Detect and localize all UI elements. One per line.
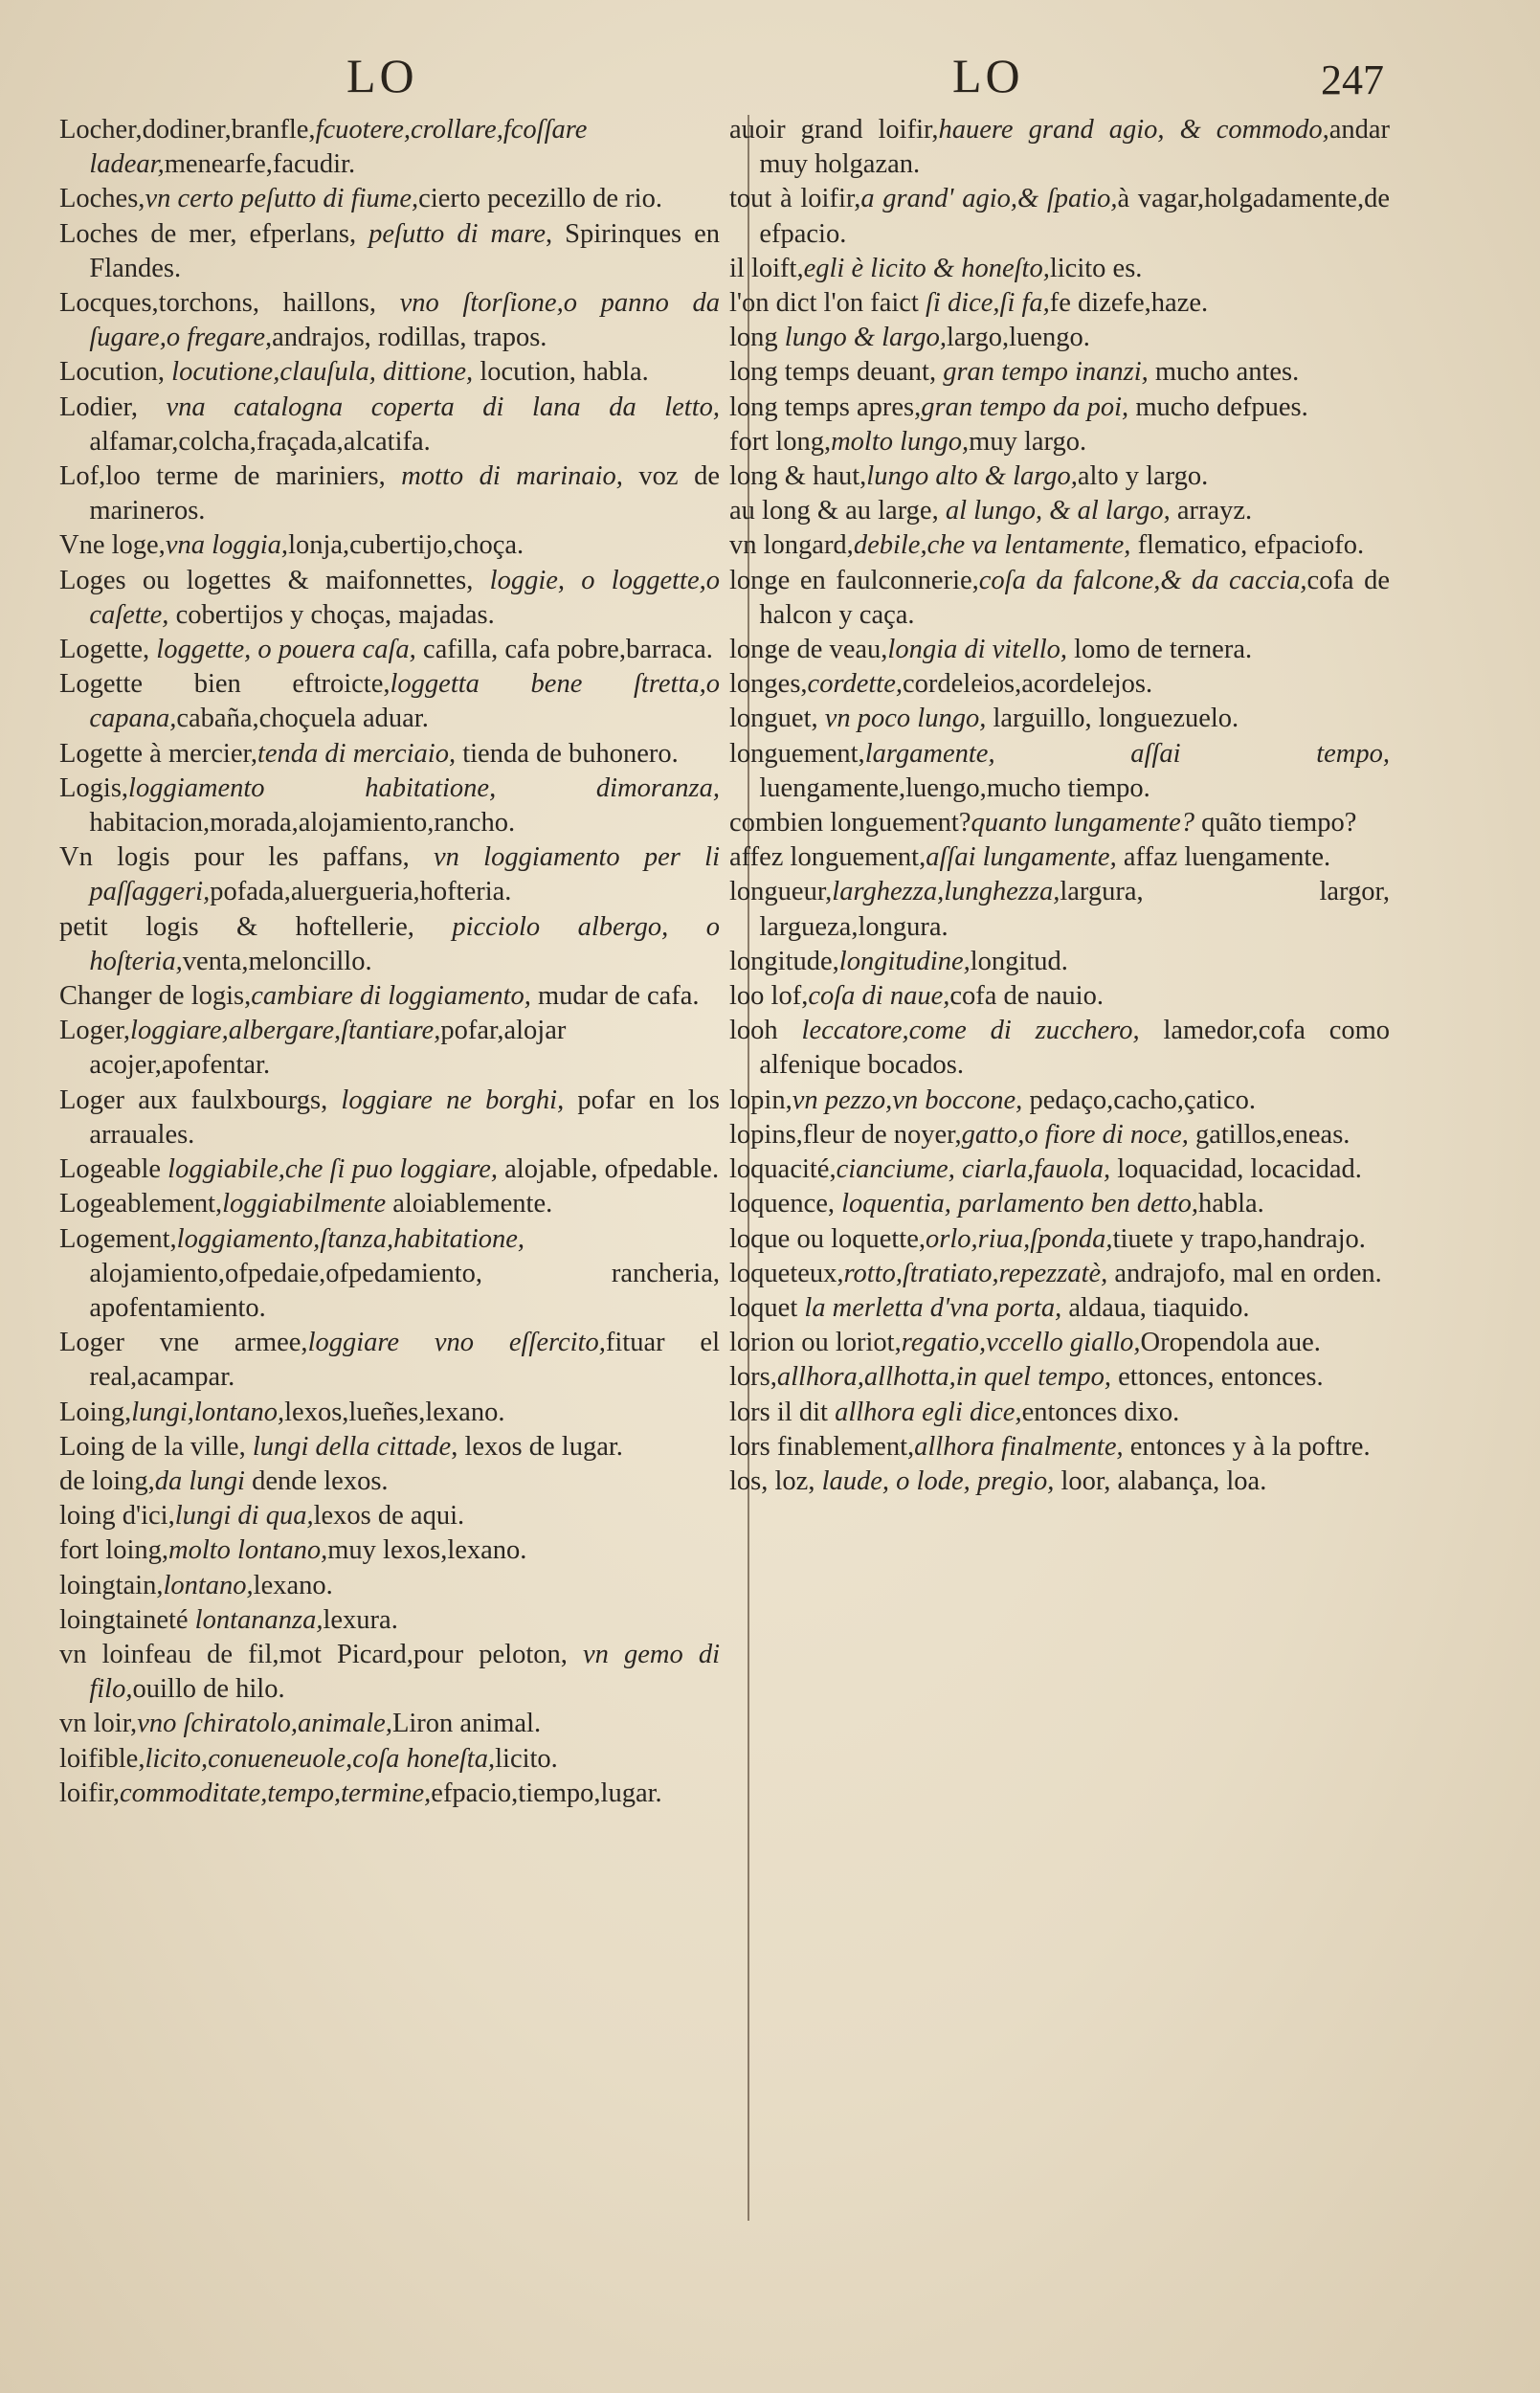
entry-french-term: loquence, bbox=[729, 1189, 842, 1219]
entry-spanish-gloss: fituar el real,acampar. bbox=[89, 1328, 720, 1393]
entry-italian-gloss: vn gemo di filo, bbox=[89, 1639, 720, 1705]
entry-french-term: Logement, bbox=[59, 1223, 177, 1254]
entry-italian-gloss: molto lontano, bbox=[168, 1535, 328, 1566]
entry-spanish-gloss: cobertijos y choças, majadas. bbox=[168, 599, 495, 630]
entry-italian-gloss: coſa da falcone,& da caccia, bbox=[978, 565, 1307, 595]
dictionary-entry bbox=[59, 840, 720, 909]
right-column bbox=[729, 113, 1390, 1499]
dictionary-entry bbox=[59, 1742, 720, 1777]
entry-italian-gloss: motto di marinaio, bbox=[401, 461, 623, 492]
entry-italian-gloss: lungi della cittade bbox=[252, 1431, 452, 1462]
entry-spanish-gloss: andrajofo, mal en orden. bbox=[1107, 1258, 1382, 1288]
dictionary-entry bbox=[729, 875, 1390, 944]
entry-french-term: Locher,dodiner,branfle, bbox=[59, 115, 316, 145]
entry-spanish-gloss: entonces y à la poftre. bbox=[1123, 1431, 1371, 1462]
entry-french-term: loquacité, bbox=[729, 1154, 837, 1185]
entry-spanish-gloss: pofada,aluergueria,hofteria. bbox=[210, 877, 512, 907]
dictionary-entry bbox=[59, 1187, 720, 1221]
dictionary-entry bbox=[59, 182, 720, 216]
dictionary-entry bbox=[59, 286, 720, 355]
entry-french-term: loque ou loquette, bbox=[729, 1223, 926, 1254]
entry-spanish-gloss: pedaço,cacho,çatico. bbox=[1022, 1085, 1256, 1115]
entry-spanish-gloss: aldaua, tiaquido. bbox=[1061, 1292, 1250, 1323]
entry-italian-gloss: la merletta d'vna porta, bbox=[804, 1292, 1062, 1323]
dictionary-entry bbox=[729, 1084, 1390, 1118]
dictionary-entry bbox=[729, 459, 1390, 494]
dictionary-entry bbox=[59, 1569, 720, 1603]
entry-french-term: Loches de mer, efperlans, bbox=[59, 218, 369, 249]
dictionary-entry bbox=[729, 1430, 1390, 1465]
entry-spanish-gloss: dende lexos. bbox=[244, 1465, 389, 1496]
entry-french-term: Logette à mercier, bbox=[59, 738, 257, 769]
dictionary-entry bbox=[59, 459, 720, 528]
entry-french-term: fort long, bbox=[729, 426, 832, 457]
entry-italian-gloss: locutione,clauſula, dittione, bbox=[171, 357, 474, 388]
entry-spanish-gloss: Liron animal. bbox=[391, 1709, 542, 1739]
entry-italian-gloss: quanto lungamente? bbox=[971, 808, 1194, 839]
entry-spanish-gloss: habla. bbox=[1197, 1189, 1264, 1219]
entry-italian-gloss: loggiare ne borghi, bbox=[341, 1085, 565, 1115]
entry-spanish-gloss: lexura. bbox=[323, 1604, 398, 1635]
entry-spanish-gloss: mudar de cafa. bbox=[530, 981, 700, 1012]
dictionary-entry bbox=[729, 564, 1390, 633]
entry-spanish-gloss: alto y largo. bbox=[1077, 461, 1209, 492]
entry-french-term: long & haut, bbox=[729, 461, 867, 492]
dictionary-entry bbox=[729, 286, 1390, 321]
dictionary-entry bbox=[729, 737, 1390, 806]
entry-spanish-gloss: luengamente,luengo,mucho tiempo. bbox=[759, 772, 1150, 803]
dictionary-entry bbox=[729, 806, 1390, 840]
entry-italian-gloss: picciolo albergo, o hoſteria, bbox=[89, 911, 721, 976]
entry-spanish-gloss: andar muy holgazan. bbox=[759, 115, 1391, 180]
dictionary-entry bbox=[729, 1152, 1390, 1187]
dictionary-entry bbox=[59, 1014, 720, 1083]
entry-french-term: longe en faulconnerie, bbox=[729, 565, 979, 595]
entry-spanish-gloss: pofar en los arrauales. bbox=[89, 1085, 720, 1150]
dictionary-entry bbox=[729, 667, 1390, 702]
dictionary-entry bbox=[729, 1291, 1390, 1326]
entry-french-term: Loing de la ville, bbox=[59, 1431, 253, 1462]
entry-spanish-gloss: Oropendola aue. bbox=[1140, 1328, 1321, 1358]
entry-french-term: long temps apres, bbox=[729, 391, 922, 422]
dictionary-entry bbox=[59, 1326, 720, 1395]
dictionary-entry bbox=[59, 391, 720, 459]
entry-french-term: lopin, bbox=[729, 1085, 792, 1115]
entry-spanish-gloss: lexos,lueñes,lexano. bbox=[284, 1397, 505, 1427]
entry-spanish-gloss: lexano. bbox=[253, 1570, 333, 1600]
entry-french-term: Logeablement, bbox=[59, 1189, 223, 1219]
dictionary-entry bbox=[729, 355, 1390, 390]
dictionary-entry bbox=[729, 945, 1390, 979]
entry-italian-gloss: vno ſtorſione,o panno da ſugare,o fregare, bbox=[89, 288, 720, 353]
entry-french-term: loo lof, bbox=[729, 981, 809, 1012]
entry-italian-gloss: ſi dice,ſi fa, bbox=[925, 288, 1050, 319]
dictionary-entry bbox=[59, 1222, 720, 1327]
entry-italian-gloss: vn loggiamento per li paſſaggeri, bbox=[89, 842, 720, 907]
dictionary-entry bbox=[59, 633, 720, 667]
entry-italian-gloss: rotto,ſtratiato,repezzatè, bbox=[843, 1258, 1108, 1288]
entry-spanish-gloss: muy lexos,lexano. bbox=[327, 1535, 527, 1566]
entry-italian-gloss: lungo & largo, bbox=[784, 323, 947, 353]
entry-spanish-gloss: , Spirinques en Flandes. bbox=[89, 218, 720, 283]
entry-french-term: Loges ou logettes & maifonnettes, bbox=[59, 565, 490, 595]
dictionary-entry bbox=[729, 391, 1390, 425]
entry-italian-gloss: fcuotere,crollare,fcoſſare ladear, bbox=[89, 115, 588, 180]
entry-italian-gloss: loggiamento,ſtanza,habitatione, bbox=[176, 1223, 525, 1254]
dictionary-entry bbox=[729, 494, 1390, 528]
dictionary-entry bbox=[729, 321, 1390, 355]
entry-spanish-gloss: lexos de aqui. bbox=[313, 1501, 465, 1532]
entry-french-term: affez longuement, bbox=[729, 842, 926, 873]
entry-spanish-gloss: gatillos,eneas. bbox=[1188, 1119, 1350, 1150]
entry-french-term: loifir, bbox=[59, 1778, 120, 1808]
entry-italian-gloss: cambiare di loggiamento, bbox=[251, 981, 531, 1012]
dictionary-entry bbox=[59, 772, 720, 840]
dictionary-entry bbox=[59, 1084, 720, 1152]
entry-french-term: lopins,fleur de noyer, bbox=[729, 1119, 962, 1150]
dictionary-entry bbox=[59, 1396, 720, 1430]
entry-french-term: lors, bbox=[729, 1362, 777, 1393]
entry-french-term: Loger vne armee, bbox=[59, 1328, 308, 1358]
entry-spanish-gloss: tiuete y trapo,handrajo. bbox=[1112, 1223, 1366, 1254]
entry-spanish-gloss: larguillo, longuezuelo. bbox=[986, 704, 1239, 734]
dictionary-entry bbox=[59, 667, 720, 736]
entry-italian-gloss: gran tempo da poi, bbox=[921, 391, 1129, 422]
right-running-header: LO bbox=[952, 49, 1024, 102]
entry-french-term: Logis, bbox=[59, 772, 129, 803]
dictionary-entry bbox=[59, 1465, 720, 1499]
entry-spanish-gloss: longitud. bbox=[970, 946, 1068, 976]
entry-italian-gloss: regatio,vccello giallo, bbox=[901, 1328, 1141, 1358]
entry-italian-gloss: vno ſchiratolo,animale, bbox=[137, 1709, 392, 1739]
entry-italian-gloss: molto lungo, bbox=[831, 426, 970, 457]
dictionary-entry bbox=[59, 355, 720, 390]
entry-italian-gloss: da lungi bbox=[154, 1465, 245, 1496]
entry-spanish-gloss: lonja,cubertijo,choça. bbox=[288, 530, 524, 561]
entry-spanish-gloss: loquacidad, locacidad. bbox=[1110, 1154, 1362, 1185]
entry-italian-gloss: loggiabile,che ſi puo loggiare, bbox=[167, 1154, 499, 1185]
dictionary-entry bbox=[729, 840, 1390, 875]
entry-french-term: loingtaineté bbox=[59, 1604, 195, 1635]
entry-french-term: Loing, bbox=[59, 1397, 132, 1427]
entry-french-term: fort loing, bbox=[59, 1535, 168, 1566]
entry-french-term: Lof,loo terme de mariniers, bbox=[59, 461, 402, 492]
entry-french-term: lors il dit bbox=[729, 1397, 836, 1427]
entry-french-term: longueur, bbox=[729, 877, 833, 907]
entry-french-term: Vne loge, bbox=[59, 530, 166, 561]
entry-italian-gloss: cianciume, ciarla,fauola, bbox=[836, 1154, 1111, 1185]
entry-french-term: vn loir, bbox=[59, 1709, 138, 1739]
entry-french-term: de loing, bbox=[59, 1465, 155, 1496]
entry-spanish-gloss: cofa de halcon y caça. bbox=[759, 565, 1390, 630]
entry-italian-gloss: lungi,lontano, bbox=[131, 1397, 285, 1427]
entry-french-term: tout à loifir, bbox=[729, 184, 861, 214]
entry-italian-gloss: vn pezzo,vn boccone, bbox=[792, 1085, 1023, 1115]
dictionary-entry bbox=[729, 1360, 1390, 1395]
dictionary-entry bbox=[729, 182, 1390, 251]
entry-french-term: Logette, bbox=[59, 635, 157, 665]
entry-french-term: Changer de logis, bbox=[59, 981, 252, 1012]
entry-spanish-gloss: affaz luengamente. bbox=[1116, 842, 1331, 873]
entry-french-term: lors finablement, bbox=[729, 1431, 915, 1462]
entry-spanish-gloss: , lexos de lugar. bbox=[451, 1431, 623, 1462]
entry-italian-gloss: licito,conueneuole,coſa honeſta, bbox=[145, 1743, 496, 1774]
entry-italian-gloss: al lungo, & al largo, bbox=[945, 496, 1171, 526]
dictionary-entry bbox=[59, 1707, 720, 1741]
entry-spanish-gloss: voz de marineros. bbox=[89, 461, 720, 526]
entry-italian-gloss: vna catalogna coperta di lana da letto, bbox=[166, 391, 721, 422]
entry-spanish-gloss: aloiablemente. bbox=[386, 1189, 553, 1219]
entry-italian-gloss: lungi di qua, bbox=[174, 1501, 314, 1532]
entry-italian-gloss: loggette, o pouera caſa, bbox=[156, 635, 416, 665]
entry-spanish-gloss: mucho defpues. bbox=[1128, 391, 1308, 422]
dictionary-entry bbox=[729, 1326, 1390, 1360]
entry-italian-gloss: commoditate,tempo,termine, bbox=[119, 1778, 432, 1808]
entry-italian-gloss: a grand' agio,& ſpatio, bbox=[860, 184, 1118, 214]
dictionary-entry bbox=[729, 702, 1390, 736]
entry-french-term: petit logis & hoftellerie, bbox=[59, 911, 453, 942]
entry-spanish-gloss: entonces dixo. bbox=[1021, 1397, 1180, 1427]
entry-french-term: long temps deuant, bbox=[729, 357, 944, 388]
entry-italian-gloss: peſutto di mare bbox=[368, 218, 547, 249]
dictionary-entry bbox=[729, 1465, 1390, 1499]
entry-spanish-gloss: cafilla, cafa pobre,barraca. bbox=[415, 635, 713, 665]
entry-spanish-gloss: largura, largor, largueza,longura. bbox=[759, 877, 1390, 942]
entry-french-term: Logette bien eftroicte, bbox=[59, 669, 391, 700]
entry-italian-gloss: vn poco lungo, bbox=[824, 704, 987, 734]
dictionary-entry bbox=[729, 1396, 1390, 1430]
dictionary-entry bbox=[59, 1533, 720, 1568]
entry-italian-gloss: longitudine, bbox=[838, 946, 971, 976]
entry-spanish-gloss: loor, alabança, loa. bbox=[1054, 1465, 1267, 1496]
entry-spanish-gloss: venta,meloncillo. bbox=[182, 946, 372, 976]
entry-spanish-gloss: licito es. bbox=[1049, 253, 1143, 283]
dictionary-entry bbox=[729, 979, 1390, 1014]
dictionary-entry bbox=[729, 1187, 1390, 1221]
dictionary-entry bbox=[729, 1014, 1390, 1083]
entry-italian-gloss: loggiare vno eſſercito, bbox=[307, 1328, 606, 1358]
dictionary-entry bbox=[729, 633, 1390, 667]
dictionary-entry bbox=[59, 1152, 720, 1187]
entry-italian-gloss: debile,che va lentamente, bbox=[853, 530, 1131, 561]
entry-italian-gloss: allhora egli dice, bbox=[835, 1397, 1022, 1427]
entry-french-term: loifible, bbox=[59, 1743, 145, 1774]
entry-french-term: longe de veau, bbox=[729, 635, 888, 665]
entry-french-term: Loger, bbox=[59, 1016, 131, 1046]
entry-spanish-gloss: cordeleios,acordelejos. bbox=[903, 669, 1153, 700]
entry-french-term: vn longard, bbox=[729, 530, 854, 561]
entry-french-term: Locques,torchons, haillons, bbox=[59, 288, 400, 319]
dictionary-entry bbox=[729, 425, 1390, 459]
entry-spanish-gloss: andrajos, rodillas, trapos. bbox=[272, 323, 547, 353]
entry-italian-gloss: vna loggia, bbox=[165, 530, 289, 561]
entry-italian-gloss: leccatore,come di zucchero, bbox=[801, 1016, 1140, 1046]
entry-french-term: Logeable bbox=[59, 1154, 168, 1185]
dictionary-entry bbox=[59, 1777, 720, 1811]
entry-italian-gloss: tenda di merciaio, bbox=[257, 738, 457, 769]
entry-italian-gloss: loggiabilmente bbox=[222, 1189, 387, 1219]
dictionary-entry bbox=[59, 217, 720, 286]
entry-french-term: vn loinfeau de fil,mot Picard,pour peloton, bbox=[59, 1639, 583, 1669]
dictionary-entry bbox=[729, 1222, 1390, 1257]
entry-italian-gloss: loggiare,albergare,ſtantiare, bbox=[130, 1016, 441, 1046]
entry-italian-gloss: egli è licito & honeſto, bbox=[803, 253, 1050, 283]
page-number: 247 bbox=[1321, 56, 1384, 103]
dictionary-entry bbox=[59, 979, 720, 1014]
entry-italian-gloss: loggetta bene ſtretta,o capana, bbox=[89, 669, 720, 734]
dictionary-entry bbox=[729, 113, 1390, 182]
entry-french-term: loquet bbox=[729, 1292, 805, 1323]
dictionary-entry bbox=[59, 1499, 720, 1533]
entry-spanish-gloss: alojable, ofpedable. bbox=[498, 1154, 720, 1185]
entry-spanish-gloss: flematico, efpaciofo. bbox=[1130, 530, 1365, 561]
entry-italian-gloss: laude, o lode, pregio, bbox=[821, 1465, 1055, 1496]
entry-spanish-gloss: cierto pecezillo de rio. bbox=[418, 184, 662, 214]
dictionary-entry bbox=[729, 1257, 1390, 1291]
entry-spanish-gloss: arrayz. bbox=[1170, 496, 1253, 526]
dictionary-entry bbox=[59, 564, 720, 633]
entry-italian-gloss: cordette, bbox=[807, 669, 903, 700]
entry-italian-gloss: allhora,allhotta,in quel tempo, bbox=[776, 1362, 1111, 1393]
entry-spanish-gloss: ettonces, entonces. bbox=[1111, 1362, 1324, 1393]
entry-spanish-gloss: efpacio,tiempo,lugar. bbox=[431, 1778, 662, 1808]
dictionary-entry bbox=[729, 528, 1390, 563]
entry-italian-gloss: gatto,o fiore di noce, bbox=[961, 1119, 1189, 1150]
entry-italian-gloss: lungo alto & largo, bbox=[866, 461, 1078, 492]
entry-spanish-gloss: largo,luengo. bbox=[946, 323, 1090, 353]
entry-french-term: longes, bbox=[729, 669, 808, 700]
entry-italian-gloss: gran tempo inanzi, bbox=[943, 357, 1149, 388]
entry-french-term: Locution, bbox=[59, 357, 172, 388]
entry-spanish-gloss: lamedor,cofa como alfenique bocados. bbox=[759, 1016, 1391, 1081]
entry-french-term: longuement, bbox=[729, 738, 865, 769]
entry-spanish-gloss: lomo de ternera. bbox=[1067, 635, 1253, 665]
entry-french-term: au long & au large, bbox=[729, 496, 946, 526]
left-column bbox=[59, 113, 720, 1811]
dictionary-entry bbox=[729, 1118, 1390, 1152]
entry-spanish-gloss: muy largo. bbox=[969, 426, 1087, 457]
entry-french-term: los, loz, bbox=[729, 1465, 822, 1496]
dictionary-entry bbox=[59, 1638, 720, 1707]
entry-spanish-gloss: cabaña,choçuela aduar. bbox=[176, 704, 429, 734]
entry-spanish-gloss: locution, habla. bbox=[473, 357, 649, 388]
entry-french-term: lorion ou loriot, bbox=[729, 1328, 902, 1358]
entry-french-term: Vn logis pour les paffans, bbox=[59, 842, 434, 873]
dictionary-entry bbox=[59, 528, 720, 563]
entry-italian-gloss: allhora finalmente, bbox=[914, 1431, 1124, 1462]
entry-french-term: loqueteux, bbox=[729, 1258, 844, 1288]
entry-spanish-gloss: alfamar,colcha,fraçada,alcatifa. bbox=[89, 426, 431, 457]
entry-french-term: longuet, bbox=[729, 704, 825, 734]
dictionary-entry bbox=[59, 113, 720, 182]
entry-spanish-gloss: licito. bbox=[495, 1743, 558, 1774]
entry-italian-gloss: loquentia, parlamento ben detto, bbox=[841, 1189, 1198, 1219]
entry-french-term: Lodier, bbox=[59, 391, 167, 422]
entry-french-term: il loift, bbox=[729, 253, 804, 283]
entry-french-term: loing d'ici, bbox=[59, 1501, 175, 1532]
dictionary-entry bbox=[59, 1603, 720, 1638]
entry-italian-gloss: orlo,riua,ſponda, bbox=[926, 1223, 1113, 1254]
entry-spanish-gloss: ouillo de hilo. bbox=[132, 1674, 285, 1705]
entry-french-term: loingtain, bbox=[59, 1570, 164, 1600]
entry-french-term: longitude, bbox=[729, 946, 839, 976]
entry-spanish-gloss: alojamiento,ofpedaie,ofpedamiento, rancheria, apofentamiento. bbox=[89, 1258, 720, 1323]
entry-italian-gloss: aſſai lungamente, bbox=[926, 842, 1117, 873]
entry-spanish-gloss: tienda de buhonero. bbox=[456, 738, 679, 769]
entry-french-term: looh bbox=[729, 1016, 802, 1046]
entry-spanish-gloss: habitacion,morada,alojamiento,rancho. bbox=[89, 808, 516, 839]
dictionary-entry bbox=[59, 910, 720, 979]
dictionary-entry bbox=[729, 252, 1390, 286]
entry-italian-gloss: loggiamento habitatione, dimoranza, bbox=[128, 772, 720, 803]
entry-spanish-gloss: fe dizefe,haze. bbox=[1049, 288, 1209, 319]
entry-spanish-gloss: quãto tiempo? bbox=[1194, 808, 1357, 839]
entry-french-term: combien longuement? bbox=[729, 808, 971, 839]
dictionary-entry bbox=[59, 737, 720, 772]
entry-french-term: Loches, bbox=[59, 184, 145, 214]
entry-french-term: l'on dict l'on faict bbox=[729, 288, 926, 319]
entry-spanish-gloss: à vagar,holgadamente,de efpacio. bbox=[759, 184, 1390, 249]
dictionary-entry bbox=[59, 1430, 720, 1465]
entry-french-term: auoir grand loifir, bbox=[729, 115, 939, 145]
entry-french-term: long bbox=[729, 323, 785, 353]
entry-italian-gloss: hauere grand agio, & commodo, bbox=[938, 115, 1329, 145]
entry-italian-gloss: lontano, bbox=[163, 1570, 254, 1600]
entry-italian-gloss: lontananza, bbox=[194, 1604, 324, 1635]
entry-italian-gloss: larghezza,lunghezza, bbox=[832, 877, 1060, 907]
entry-spanish-gloss: pofar,alojar acojer,apofentar. bbox=[89, 1016, 567, 1081]
entry-french-term: Loger aux faulxbourgs, bbox=[59, 1085, 342, 1115]
entry-italian-gloss: longia di vitello, bbox=[887, 635, 1068, 665]
entry-italian-gloss: largamente, aſſai tempo, bbox=[864, 738, 1390, 769]
entry-spanish-gloss: mucho antes. bbox=[1148, 357, 1300, 388]
entry-spanish-gloss: cofa de nauio. bbox=[949, 981, 1104, 1012]
entry-spanish-gloss: menearfe,facudir. bbox=[164, 149, 356, 180]
entry-italian-gloss: loggie, o loggette,o caſette, bbox=[89, 565, 720, 630]
entry-italian-gloss: coſa di naue, bbox=[808, 981, 950, 1012]
left-running-header: LO bbox=[346, 49, 418, 102]
entry-italian-gloss: vn certo peſutto di fiume, bbox=[145, 184, 419, 214]
